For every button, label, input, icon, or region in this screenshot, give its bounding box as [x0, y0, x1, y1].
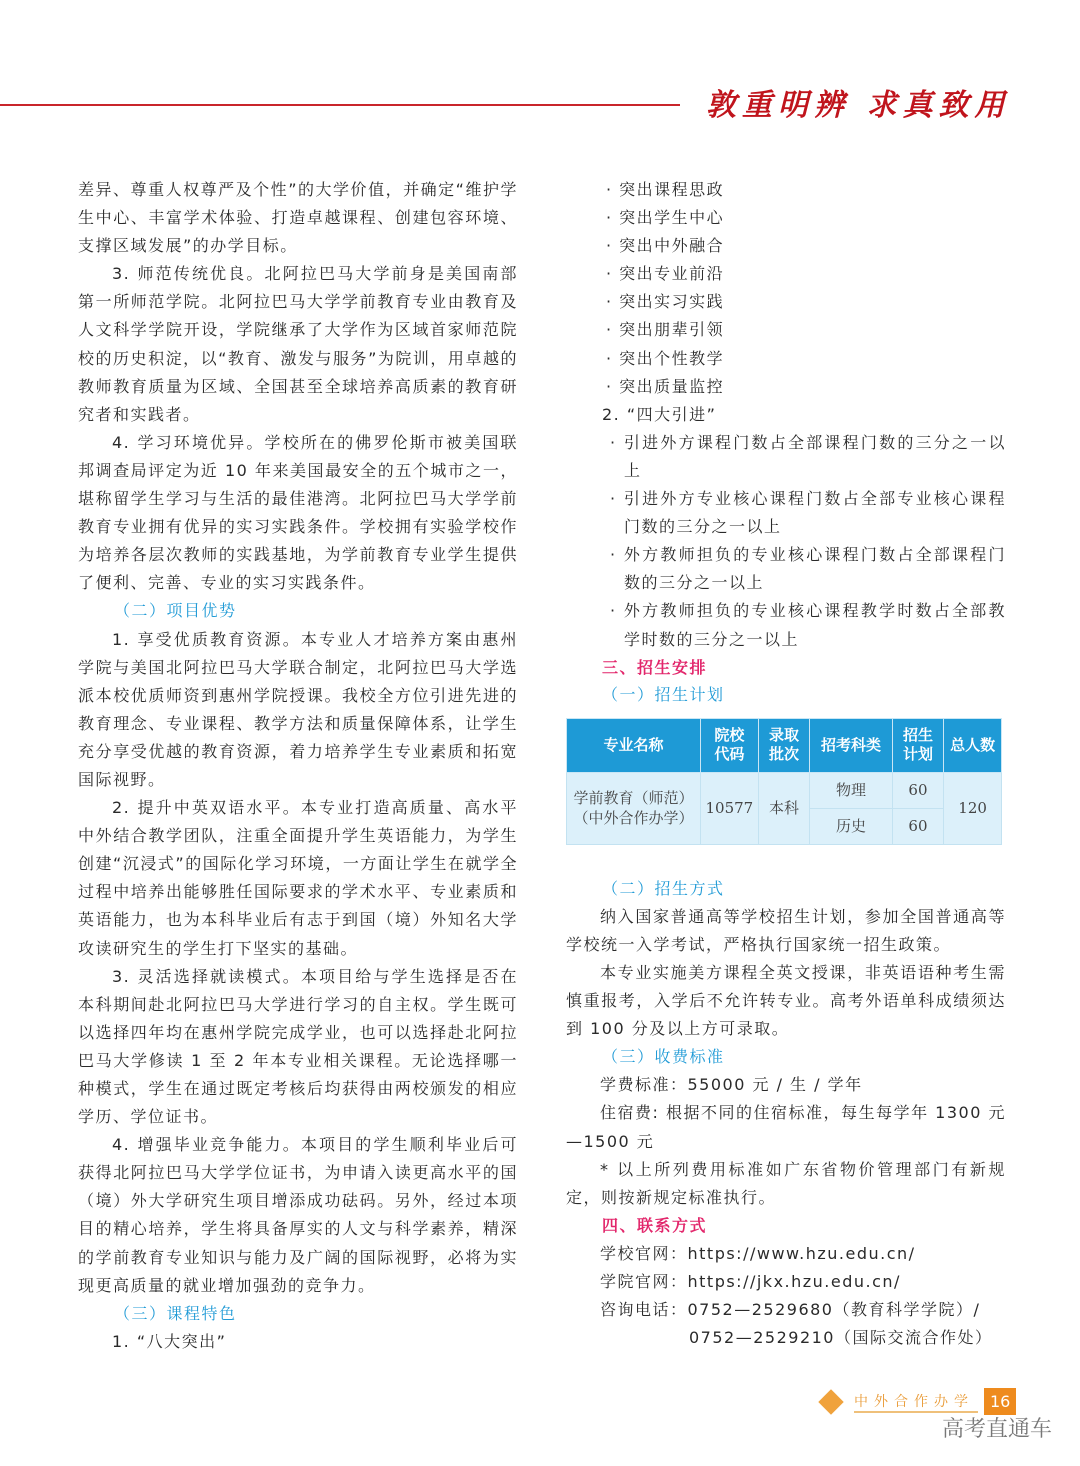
list-item: · 突出质量监控 [606, 376, 725, 396]
table-header: 院校代码 [701, 718, 759, 772]
cell-major: 学前教育（师范）（中外合作办学） [567, 772, 701, 844]
cell-batch: 本科 [758, 772, 810, 844]
fee-note: * 以上所列费用标准如广东省物价管理部门有新规定，则按新规定标准执行。 [566, 1159, 1006, 1207]
subheading: （二）项目优势 [114, 601, 237, 621]
paragraph: 3. 灵活选择就读模式。本项目给与学生选择是否在本科期间赴北阿拉巴马大学进行学习的自主权。学生既可以选择四年均在惠州学院完成学业，也可以选择赴北阿拉巴马大学修读 1 至 2 年本专业相关课程。无论选择哪一种模式，学生在通过既定考核后均获得由两校颁发的相应学历、学位证书。 [78, 966, 518, 1127]
page-number: 16 [984, 1388, 1016, 1415]
list-item: · 引进外方课程门数占全部课程门数的三分之一以上 [610, 432, 1006, 480]
paragraph: 3. 师范传统优良。北阿拉巴马大学前身是美国南部第一所师范学院。北阿拉巴马大学学前教育专业由教育及人文科学学院开设，学院继承了大学作为区域首家师范院校的历史积淀，以“教育、激发与服务”为院训，用卓越的教师教育质量为区域、全国甚至全球培养高质素的教育研究者和实践者。 [78, 264, 518, 424]
list-item: · 突出实习实践 [606, 292, 725, 312]
contact-phone-2: 0752—2529210（国际交流合作处） [689, 1328, 993, 1348]
list-heading: 2. “四大引进” [602, 404, 717, 424]
list-item: · 突出课程思政 [606, 180, 725, 199]
right-column [566, 176, 1006, 1352]
fee-lodging: 住宿费: 根据不同的住宿标准，每生每学年 1300 元—1500 元 [566, 1103, 1006, 1151]
contact-school-site: 学校官网：https://www.hzu.edu.cn/ [600, 1243, 916, 1263]
header-rule [0, 104, 680, 106]
subheading: （三）收费标准 [602, 1047, 725, 1067]
paragraph: 本专业实施美方课程全英文授课，非英语语种考生需慎重报考，入学后不允许转专业。高考外语单科成绩须达到 100 分及以上方可录取。 [566, 962, 1006, 1039]
list-item: · 突出个性教学 [606, 348, 725, 368]
paragraph: 4. 增强毕业竞争能力。本项目的学生顺利毕业后可获得北阿拉巴马大学学位证书，为申请入读更高水平的国（境）外大学研究生项目增添成功砝码。另外，经过本项目的精心培养，学生将具备厚实的人文与科学素养，精深的学前教育专业知识与能力及广阔的国际视野，必将为实现更高质量的就业增加强劲的竞争力。 [78, 1135, 518, 1295]
subheading: （三）课程特色 [114, 1303, 237, 1323]
cell-subject: 物理 [810, 772, 892, 808]
list-item: · 引进外方专业核心课程门数占全部专业核心课程门数的三分之一以上 [610, 489, 1006, 537]
list-item: · 外方教师担负的专业核心课程门数占全部课程门数的三分之一以上 [610, 545, 1006, 593]
subheading: （二）招生方式 [602, 878, 725, 898]
enrollment-table [566, 718, 1002, 845]
subheading: （一）招生计划 [602, 684, 725, 704]
list-item: · 突出专业前沿 [606, 264, 725, 284]
diamond-logo-icon [818, 1389, 843, 1414]
cell-subject: 历史 [810, 808, 892, 844]
table-row [567, 772, 1002, 808]
paragraph: 4. 学习环境优异。学校所在的佛罗伦斯市被美国联邦调查局评定为近 10 年来美国最安全的五个城市之一，堪称留学生学习与生活的最佳港湾。北阿拉巴马大学学前教育专业拥有优异的实习实践条件。学校拥有实验学校作为培养各层次教师的实践基地，为学前教育专业学生提供了便利、完善、专业的实习实践条件。 [78, 432, 518, 593]
section-heading: 三、招生安排 [602, 657, 708, 677]
watermark: 高考直通车 [942, 1417, 1053, 1442]
paragraph: 纳入国家普通高等学校招生计划，参加全国普通高等学校统一入学考试，严格执行国家统一招生政策。 [566, 906, 1006, 954]
table-header-row [567, 718, 1002, 772]
cell-code: 10577 [701, 772, 759, 844]
table-header: 录取批次 [758, 718, 810, 772]
motto: 敦重明辨 求真致用 [706, 88, 1011, 123]
list-item: · 外方教师担负的专业核心课程教学时数占全部教学时数的三分之一以上 [610, 601, 1006, 649]
footer [822, 1388, 1016, 1415]
left-column [78, 176, 518, 1356]
list-item: · 突出学生中心 [606, 208, 725, 228]
section-heading: 四、联系方式 [602, 1215, 708, 1235]
list-item: · 突出朋辈引领 [606, 320, 725, 340]
paragraph: 1. 享受优质教育资源。本专业人才培养方案由惠州学院与美国北阿拉巴马大学联合制定，北阿拉巴马大学选派本校优质师资到惠州学院授课。我校全方位引进先进的教育理念、专业课程、教学方法和质量保障体系，让学生充分享受优越的教育资源，着力培养学生专业素质和拓宽国际视野。 [78, 629, 518, 789]
list-item: · 突出中外融合 [606, 236, 725, 256]
cell-plan: 60 [892, 808, 944, 844]
table-header: 专业名称 [567, 718, 701, 772]
cell-total: 120 [944, 772, 1002, 844]
contact-college-site: 学院官网：https://jkx.hzu.edu.cn/ [600, 1272, 901, 1291]
contact-phone: 咨询电话：0752—2529680（教育科学学院）/ [600, 1300, 981, 1320]
paragraph: 2. 提升中英双语水平。本专业打造高质量、高水平中外结合教学团队，注重全面提升学生英语能力，为学生创建“沉浸式”的国际化学习环境，一方面让学生在就学全过程中培养出能够胜任国际要求的学术水平、专业素质和英语能力，也为本科毕业后有志于到国（境）外知名大学攻读研究生的学生打下坚实的基础。 [78, 798, 518, 958]
cell-plan: 60 [892, 772, 944, 808]
fee-tuition: 学费标准：55000 元 / 生 / 学年 [600, 1075, 863, 1095]
table-header: 招考科类 [810, 718, 892, 772]
table-header: 总人数 [944, 718, 1002, 772]
footer-label: 中外合作办学 [854, 1391, 978, 1413]
table-header: 招生计划 [892, 718, 944, 772]
paragraph: 1. “八大突出” [112, 1331, 227, 1351]
paragraph: 差异、尊重人权尊严及个性”的大学价值，并确定“维护学生中心、丰富学术体验、打造卓越课程、创建包容环境、支撑区域发展”的办学目标。 [78, 180, 518, 256]
